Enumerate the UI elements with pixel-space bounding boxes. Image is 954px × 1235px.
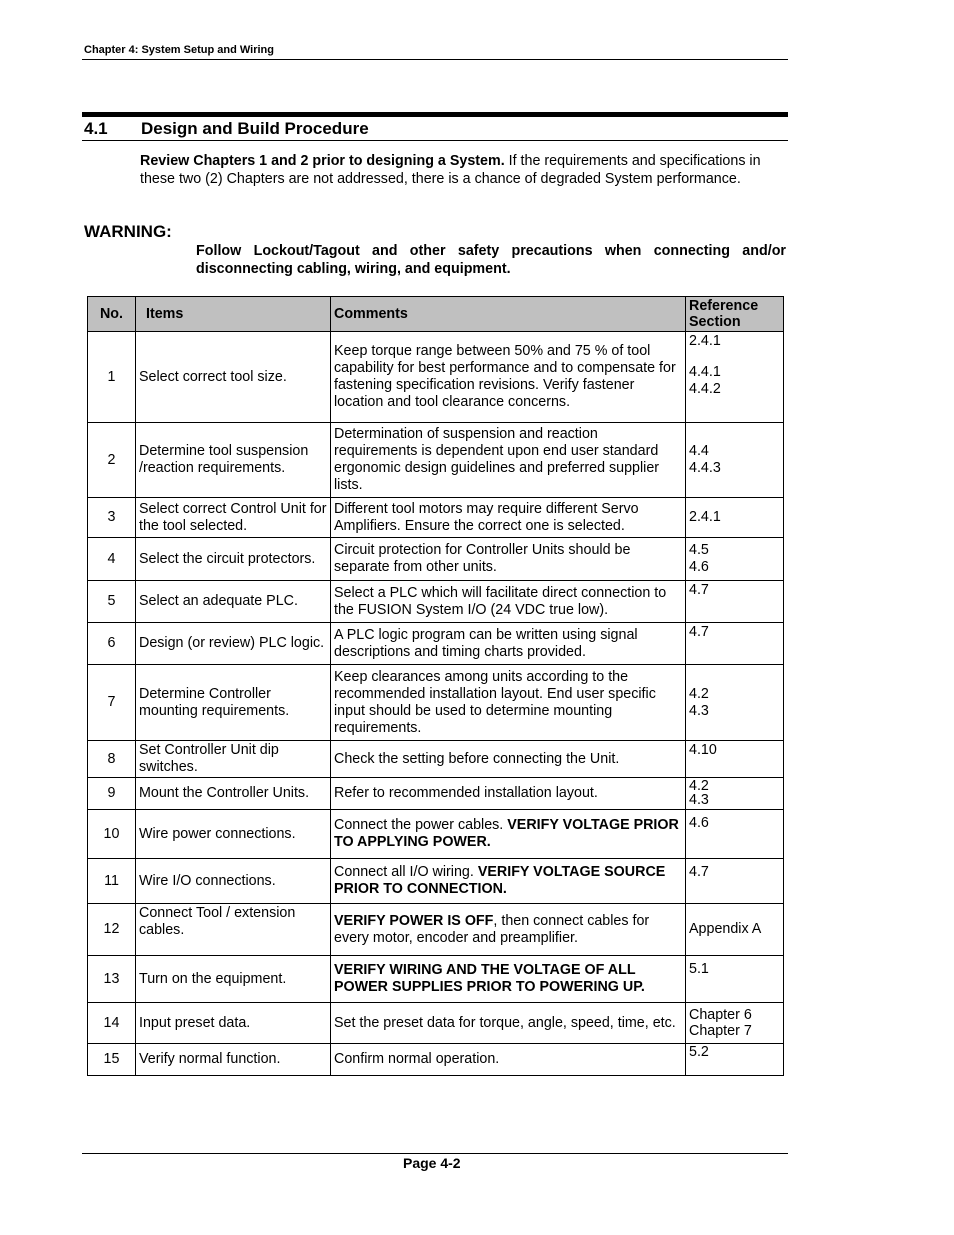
running-header: Chapter 4: System Setup and Wiring bbox=[84, 44, 274, 56]
row-comment: Determination of suspension and reaction requirements is dependent upon end user standard ergonomic design guidelines and preferred supplier lists. bbox=[331, 423, 686, 498]
row-reference bbox=[686, 1044, 784, 1076]
warning-title: WARNING: bbox=[84, 222, 172, 241]
row-comment: Confirm normal operation. bbox=[331, 1044, 686, 1076]
reference-value: 4.5 bbox=[689, 542, 709, 558]
row-item: Input preset data. bbox=[136, 1003, 331, 1044]
row-number: 10 bbox=[88, 810, 136, 859]
table-row bbox=[88, 581, 784, 623]
reference-value: Chapter 6 bbox=[689, 1007, 752, 1023]
reference-value: 4.10 bbox=[689, 742, 717, 758]
row-item: Select an adequate PLC. bbox=[136, 581, 331, 623]
reference-value: 4.4 bbox=[689, 443, 709, 459]
row-comment: Circuit protection for Controller Units should be separate from other units. bbox=[331, 538, 686, 581]
reference-value: 2.4.1 bbox=[689, 509, 721, 525]
row-item: Determine Controller mounting requirements. bbox=[136, 665, 331, 741]
reference-value: 5.2 bbox=[689, 1044, 709, 1060]
row-number: 7 bbox=[88, 665, 136, 741]
reference-value: 4.6 bbox=[689, 815, 709, 831]
table-row bbox=[88, 859, 784, 904]
section-number: 4.1 bbox=[84, 119, 108, 138]
row-item: Design (or review) PLC logic. bbox=[136, 623, 331, 665]
table-row bbox=[88, 538, 784, 581]
row-reference bbox=[686, 859, 784, 904]
comment-bold-text: VERIFY WIRING AND THE VOLTAGE OF ALL POWER SUPPLIES PRIOR TO POWERING UP. bbox=[334, 962, 645, 995]
section-bottom-rule bbox=[82, 140, 788, 141]
reference-value: 4.3 bbox=[689, 702, 709, 719]
row-number: 8 bbox=[88, 741, 136, 778]
comment-bold-text: VERIFY VOLTAGE SOURCE PRIOR TO CONNECTION. bbox=[334, 864, 666, 897]
header-items: Items bbox=[136, 297, 331, 332]
row-number: 2 bbox=[88, 423, 136, 498]
row-number: 3 bbox=[88, 498, 136, 538]
reference-value: 4.2 bbox=[689, 778, 709, 794]
intro-paragraph bbox=[140, 152, 786, 188]
reference-value: 4.4.3 bbox=[689, 460, 721, 476]
comment-text: Connect the power cables. bbox=[334, 817, 508, 833]
comment-bold-text: VERIFY POWER IS OFF bbox=[334, 912, 494, 929]
table-row bbox=[88, 498, 784, 538]
row-number: 4 bbox=[88, 538, 136, 581]
row-item: Select correct Control Unit for the tool selected. bbox=[136, 498, 331, 538]
comment-bold-text: VERIFY VOLTAGE PRIOR TO APPLYING POWER. bbox=[334, 817, 679, 850]
reference-value: 4.6 bbox=[689, 559, 709, 575]
row-reference bbox=[686, 1003, 784, 1044]
reference-value: 4.7 bbox=[689, 864, 709, 880]
row-item: Wire power connections. bbox=[136, 810, 331, 859]
row-reference bbox=[686, 904, 784, 956]
row-comment: Select a PLC which will facilitate direct connection to the FUSION System I/O (24 VDC true low). bbox=[331, 581, 686, 623]
row-comment: Set the preset data for torque, angle, speed, time, etc. bbox=[331, 1003, 686, 1044]
row-item: Determine tool suspension /reaction requirements. bbox=[136, 423, 331, 498]
section-top-rule bbox=[82, 112, 788, 117]
row-number: 11 bbox=[88, 859, 136, 904]
row-number: 1 bbox=[88, 332, 136, 423]
row-reference bbox=[686, 538, 784, 581]
row-comment: Refer to recommended installation layout. bbox=[331, 778, 686, 810]
row-item: Set Controller Unit dip switches. bbox=[136, 741, 331, 778]
table-row bbox=[88, 423, 784, 498]
reference-value: 4.7 bbox=[689, 624, 709, 640]
table-row bbox=[88, 904, 784, 956]
row-reference bbox=[686, 956, 784, 1003]
header-reference-section: Reference Section bbox=[686, 297, 784, 332]
row-reference bbox=[686, 665, 784, 741]
row-comment bbox=[331, 956, 686, 1003]
reference-value: 4.7 bbox=[689, 582, 709, 598]
row-item: Mount the Controller Units. bbox=[136, 778, 331, 810]
section-title: Design and Build Procedure bbox=[141, 119, 369, 138]
row-item: Wire I/O connections. bbox=[136, 859, 331, 904]
row-item: Turn on the equipment. bbox=[136, 956, 331, 1003]
reference-value: Appendix A bbox=[689, 921, 762, 937]
row-reference bbox=[686, 741, 784, 778]
table-row bbox=[88, 956, 784, 1003]
reference-value: 4.4.1 bbox=[689, 364, 721, 380]
reference-spacer bbox=[689, 350, 780, 364]
reference-value: 4.2 bbox=[689, 685, 709, 702]
row-reference bbox=[686, 332, 784, 423]
header-comments: Comments bbox=[331, 297, 686, 332]
row-comment: Keep clearances among units according to the recommended installation layout. End user specific input should be used to determine mounting requirements. bbox=[331, 665, 686, 741]
row-reference bbox=[686, 778, 784, 810]
row-number: 12 bbox=[88, 904, 136, 956]
row-reference bbox=[686, 810, 784, 859]
table-row bbox=[88, 623, 784, 665]
reference-value: 5.1 bbox=[689, 961, 709, 977]
intro-bold-text: Review Chapters 1 and 2 prior to designing a System. bbox=[140, 153, 505, 169]
table-header-row bbox=[88, 297, 784, 332]
reference-value: Chapter 7 bbox=[689, 1023, 752, 1039]
row-comment: Different tool motors may require different Servo Amplifiers. Ensure the correct one is selected. bbox=[331, 498, 686, 538]
row-comment: Check the setting before connecting the Unit. bbox=[331, 741, 686, 778]
row-reference bbox=[686, 423, 784, 498]
footer-rule bbox=[82, 1153, 788, 1154]
intro-text: If the requirements and specifications in these two (2) Chapters are not addressed, there is a chance of degraded System performance. bbox=[140, 153, 761, 187]
table-row bbox=[88, 741, 784, 778]
row-number: 5 bbox=[88, 581, 136, 623]
warning-text: Follow Lockout/Tagout and other safety precautions when connecting and/or disconnecting cabling, wiring, and equipment. bbox=[196, 243, 786, 277]
row-item: Connect Tool / extension cables. bbox=[136, 904, 331, 956]
row-item: Select the circuit protectors. bbox=[136, 538, 331, 581]
row-reference bbox=[686, 623, 784, 665]
procedure-table bbox=[87, 296, 784, 1076]
comment-text: , then connect cables for every motor, encoder and preamplifier. bbox=[334, 912, 650, 946]
row-reference bbox=[686, 498, 784, 538]
page-number: Page 4-2 bbox=[403, 1155, 461, 1171]
header-no: No. bbox=[88, 297, 136, 332]
table-row bbox=[88, 778, 784, 810]
row-comment bbox=[331, 904, 686, 956]
table-row bbox=[88, 665, 784, 741]
row-number: 13 bbox=[88, 956, 136, 1003]
header-rule bbox=[82, 59, 788, 60]
row-number: 6 bbox=[88, 623, 136, 665]
row-reference bbox=[686, 581, 784, 623]
row-comment: A PLC logic program can be written using signal descriptions and timing charts provided. bbox=[331, 623, 686, 665]
reference-value: 4.3 bbox=[689, 792, 709, 808]
row-comment: Keep torque range between 50% and 75 % of tool capability for best performance and to compensate for fastening specification revisions. Verify fastener location and tool clearance concerns. bbox=[331, 332, 686, 423]
comment-text: Connect all I/O wiring. bbox=[334, 864, 478, 880]
reference-value: 2.4.1 bbox=[689, 333, 721, 349]
table-row bbox=[88, 810, 784, 859]
row-item: Verify normal function. bbox=[136, 1044, 331, 1076]
row-number: 15 bbox=[88, 1044, 136, 1076]
row-comment bbox=[331, 810, 686, 859]
reference-value: 4.4.2 bbox=[689, 381, 721, 397]
row-comment bbox=[331, 859, 686, 904]
table-row bbox=[88, 332, 784, 423]
table-row bbox=[88, 1044, 784, 1076]
row-number: 14 bbox=[88, 1003, 136, 1044]
table-row bbox=[88, 1003, 784, 1044]
row-number: 9 bbox=[88, 778, 136, 810]
row-item: Select correct tool size. bbox=[136, 332, 331, 423]
